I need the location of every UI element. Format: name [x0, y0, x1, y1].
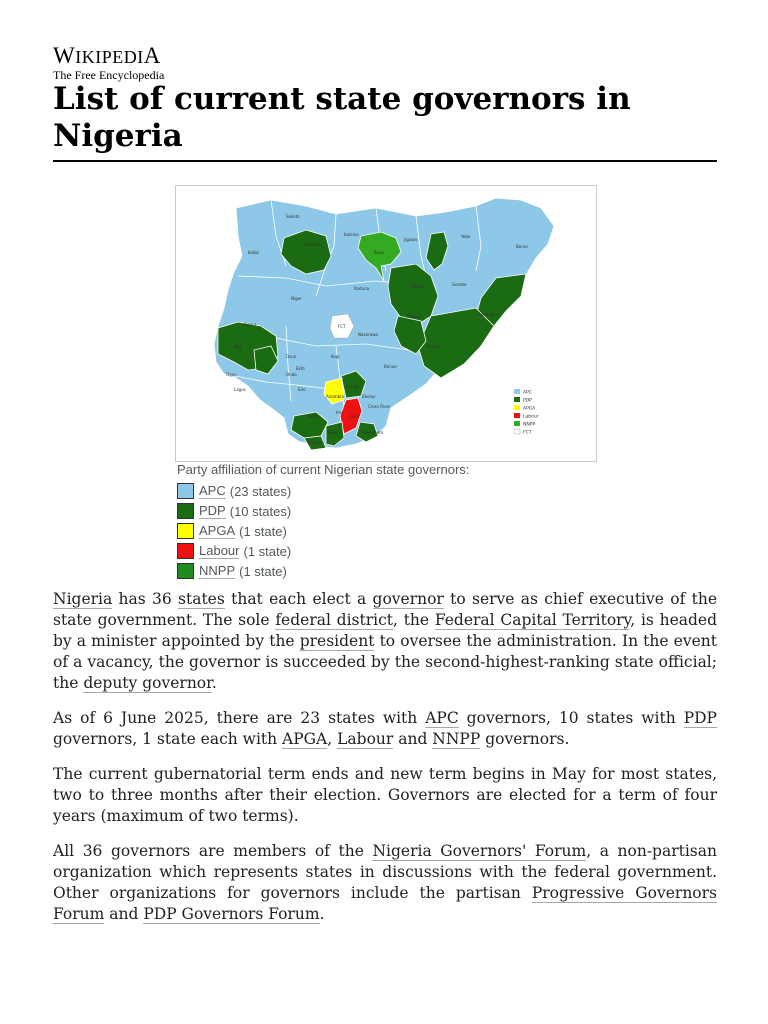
link-labour[interactable]: Labour [337, 730, 394, 748]
legend-swatch-pdp [177, 503, 194, 519]
legend-swatch-apga [177, 523, 194, 539]
text-run: governors, 1 state each with [53, 730, 283, 748]
legend-count: (1 state) [243, 543, 292, 559]
legend-swatch-apc [177, 483, 194, 499]
link-federal-capital-territory[interactable]: Federal Capital Territory [434, 611, 631, 629]
link-governor[interactable]: governor [372, 590, 444, 608]
map-label: Imo [336, 410, 344, 415]
link-pdp[interactable]: PDP [683, 709, 717, 727]
link-apga[interactable]: APGA [282, 730, 328, 748]
link-apc[interactable]: APC [425, 709, 459, 727]
map-label: Gombe [452, 282, 467, 287]
legend-row-apga [177, 521, 597, 541]
intro-paragraph [53, 589, 717, 694]
link-states[interactable]: states [178, 590, 225, 608]
text-run: governors, 10 states with [458, 709, 684, 727]
map-label: Kano [374, 250, 384, 255]
map-label: Kebbi [248, 250, 260, 255]
title-divider [53, 160, 717, 162]
map-label: Taraba [426, 344, 440, 349]
map-label: Jigawa [404, 237, 418, 242]
map-label: Cross River [368, 404, 391, 409]
map-label: Kogi [331, 354, 340, 359]
page-title: List of current state governors in Nigeria [53, 81, 631, 154]
map-label: Osun [286, 354, 297, 359]
map-label: FCT [338, 324, 346, 329]
map-label: Nasarawa [358, 332, 378, 337]
legend-count: (1 state) [239, 563, 287, 579]
legend-row-nnpp [177, 561, 597, 581]
map-label: Ondo [286, 372, 297, 377]
map-label: Sokoto [286, 214, 300, 219]
forum-paragraph [53, 841, 717, 925]
term-paragraph: The current gubernatorial term ends and new term begins in May for most states, two to three months after their election. Governors are elected for a term of four years (maximum of two terms). [53, 765, 717, 825]
map-label: Oyo [234, 344, 242, 349]
text-run: that each elect a [224, 590, 373, 608]
map-legend-label: NNPP [523, 422, 536, 428]
map-label: Benue [384, 364, 397, 369]
map-legend-label: PDP [523, 398, 532, 404]
map-label: Ogun [226, 372, 237, 377]
legend-link-apc[interactable]: APC [199, 482, 226, 498]
map-legend-label: APGA [523, 406, 536, 412]
legend-row-pdp [177, 501, 597, 521]
legend-count: (10 states) [229, 503, 292, 519]
map-legend-label: APC [523, 390, 532, 396]
link-federal-district[interactable]: federal district [275, 611, 394, 629]
map-label: Katsina [344, 232, 359, 237]
text-run: governors. [480, 730, 570, 748]
map-label: Enugu [346, 384, 359, 389]
map-label: Borno [516, 244, 528, 249]
map-label: Anambra [326, 394, 345, 399]
legend-link-labour[interactable]: Labour [199, 542, 240, 558]
map-legend-label: Labour [523, 414, 539, 420]
map-legend-swatch [514, 405, 520, 410]
text-run: has 36 [112, 590, 179, 608]
map-legend [514, 389, 539, 436]
text-run: , [327, 730, 338, 748]
map-label: Akwa Ibom [361, 430, 384, 435]
legend-row-labour [177, 541, 597, 561]
map-legend-label: FCT [523, 430, 532, 436]
legend-link-nnpp[interactable]: NNPP [199, 562, 236, 578]
legend-link-apga[interactable]: APGA [199, 522, 236, 538]
link-nnpp[interactable]: NNPP [432, 730, 481, 748]
figure-caption [177, 462, 597, 581]
map-label: Adamawa [478, 312, 498, 317]
map-label: Edo [298, 387, 306, 392]
map-label: Bauchi [412, 284, 426, 289]
map-label: Kaduna [354, 286, 370, 291]
caption-title: Party affiliation of current Nigerian state governors: [177, 462, 470, 477]
link-nigeria[interactable]: Nigeria [53, 590, 113, 608]
link-nigeria-governors-forum[interactable]: Nigeria Governors' Forum [372, 842, 587, 860]
link-pdp-governors-forum[interactable]: PDP Governors Forum [143, 905, 320, 923]
governors-map-figure[interactable] [175, 185, 597, 462]
map-label: Lagos [234, 387, 246, 392]
text-run: and [104, 905, 144, 923]
map-label: Plateau [406, 314, 421, 319]
text-run: As of 6 June 2025, there are 23 states with [53, 709, 426, 727]
map-legend-swatch [514, 421, 520, 426]
map-legend-swatch [514, 429, 520, 434]
wikipedia-wordmark: WIKIPEDIA [53, 43, 161, 68]
text-run: and [393, 730, 433, 748]
map-label: Rivers [328, 430, 341, 435]
text-run: to serve as chief executive of the state government. The sole [53, 590, 717, 629]
legend-row-apc [177, 481, 597, 501]
text-run: All 36 governors are members of the [53, 842, 373, 860]
text-run: , is headed by a minister appointed by the [53, 611, 718, 650]
map-label: Yobe [461, 234, 471, 239]
article-body [53, 589, 717, 939]
map-label: Bayelsa [308, 440, 324, 445]
map-legend-swatch [514, 389, 520, 394]
legend-count: (23 states) [229, 483, 292, 499]
map-legend-swatch [514, 397, 520, 402]
text-run: to oversee the administration. In the event of a vacancy, the governor is succeeded by the second-highest-ranking state official; the [53, 632, 717, 692]
text-run: , a non-partisan organization which represents states in discussions with the federal government. Other organizations for governors include the partisan [53, 842, 717, 902]
map-label: Ebonyi [362, 394, 376, 399]
legend-swatch-nnpp [177, 563, 194, 579]
legend-count: (1 state) [239, 523, 287, 539]
map-label: Niger [291, 296, 302, 301]
map-label: Kwara [244, 322, 257, 327]
wikipedia-tagline: The Free Encyclopedia [53, 68, 165, 82]
link-deputy-governor[interactable]: deputy governor [83, 674, 212, 692]
map-legend-swatch [514, 413, 520, 418]
nigeria-party-map [176, 186, 596, 461]
wikipedia-logo[interactable] [53, 44, 164, 83]
map-label: Ekiti [296, 366, 305, 371]
party-count-paragraph [53, 708, 717, 750]
legend-swatch-labour [177, 543, 194, 559]
text-run: . [211, 674, 217, 692]
link-progressive-governors-forum[interactable]: Progressive Governors Forum [53, 884, 717, 923]
map-label: Abia [350, 414, 359, 419]
legend-link-pdp[interactable]: PDP [199, 502, 226, 518]
text-run: . [319, 905, 325, 923]
link-president[interactable]: president [299, 632, 375, 650]
map-label: Zamfara [304, 242, 322, 247]
text-run: , the [393, 611, 435, 629]
map-label: Delta [308, 414, 319, 419]
